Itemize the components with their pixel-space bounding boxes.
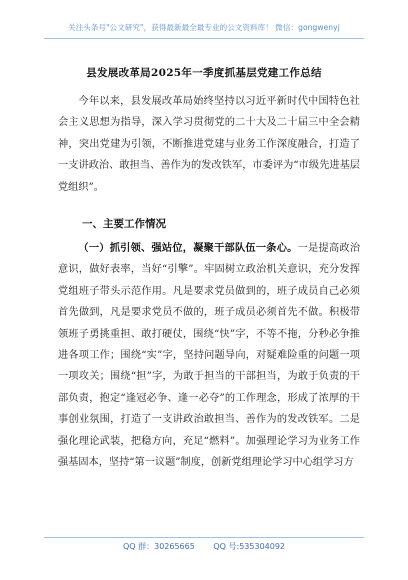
intro-paragraph bbox=[58, 91, 360, 198]
qq-group-label: QQ 群：30265665 bbox=[122, 542, 195, 551]
header-divider bbox=[44, 38, 364, 39]
section-heading: 一、主要工作情况 bbox=[82, 218, 166, 230]
intro-text: 今年以来，县发展改革局始终坚持以习近平新时代中国特色社会主义思想为指导，深入学习贯彻党的二十大及二十届三中全会精神，突出党建为引领，不断推进党建与业务工作深度融合，打造了一支讲政治、敢担当、善作为的发改铁军，市委评为“市级先进基层党组织”。 bbox=[58, 96, 360, 193]
paragraph-1 bbox=[58, 238, 360, 473]
header-banner: 关注头条号"公文研究"，获得最新最全最专业的公文资料库！ 微信：gongwenyj bbox=[68, 23, 340, 32]
footer-divider bbox=[44, 537, 364, 538]
paragraph-body: 一是提高政治意识，做好表率，当好“引擎”。牢固树立政治机关意识，充分发挥党组班子带头示范作用。凡是要求党员做到的，班子成员自己必须首先做到，凡是要求党员不做的，班子成员必须首先不做。积极带领班子勇挑重担、敢打硬仗，围绕“快”字，不等不拖，分秒必争推进各项工作；围绕“实”字，坚持问题导向，对疑难险重的问题一项一项攻关；围绕“担”字，为敢于担当的干部担当，为敢于负责的干部负责，抱定“逢冠必争、逢一必夺”的工作理念，形成了浓厚的干事创业氛围，打造了一支讲政治敢担当、善作为的发改铁军。二是强化理论武装，把稳方向，充足“燃料”。加强理论学习为业务工作强基固本，坚持“第一议题”制度，创新党组理论学习中心组学习方 bbox=[58, 243, 361, 469]
footer bbox=[0, 541, 408, 552]
paragraph-1-text bbox=[58, 238, 360, 473]
paragraph-lead: （一）抓引领、强站位，凝聚干部队伍一条心。 bbox=[78, 242, 298, 254]
document-title: 县发展改革局2025年一季度抓基层党建工作总结 bbox=[86, 67, 322, 79]
qq-number-label: QQ 号:535304092 bbox=[213, 542, 286, 551]
